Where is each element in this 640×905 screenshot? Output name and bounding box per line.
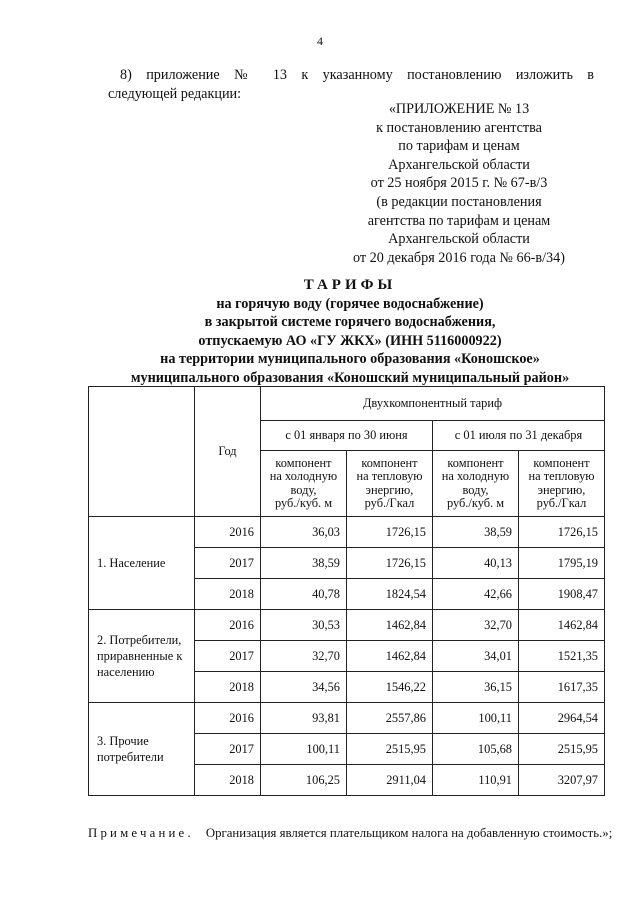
header-text: на тепловую xyxy=(356,469,423,483)
category-label: 3. Прочие xyxy=(97,734,149,748)
appendix-header xyxy=(300,100,618,267)
value-cell: 40,78 xyxy=(261,579,347,610)
appendix-line: Архангельской области xyxy=(388,231,530,248)
header-text: на холодную xyxy=(269,469,338,483)
intro-line-2: следующей редакции: xyxy=(108,86,242,102)
year-cell: 2018 xyxy=(195,579,261,610)
value-cell: 2911,04 xyxy=(347,765,433,796)
value-cell: 40,13 xyxy=(433,548,519,579)
value-cell: 100,11 xyxy=(261,734,347,765)
appendix-line: по тарифам и ценам xyxy=(398,138,520,155)
value-cell: 30,53 xyxy=(261,610,347,641)
header-cold-water xyxy=(261,451,347,517)
title-line: на горячую воду (горячее водоснабжение) xyxy=(216,295,484,312)
value-cell: 32,70 xyxy=(433,610,519,641)
value-cell: 3207,97 xyxy=(519,765,605,796)
value-cell: 36,03 xyxy=(261,517,347,548)
header-text: воду, xyxy=(290,482,317,497)
value-cell: 1824,54 xyxy=(347,579,433,610)
appendix-line: от 20 декабря 2016 года № 66-в/34) xyxy=(353,249,565,266)
value-cell: 1726,15 xyxy=(347,548,433,579)
category-cell xyxy=(89,703,195,796)
value-cell: 2964,54 xyxy=(519,703,605,734)
header-period-2: с 01 июля по 31 декабря xyxy=(433,421,605,451)
header-text: руб./Гкал xyxy=(364,496,415,510)
category-cell xyxy=(89,517,195,610)
value-cell: 1462,84 xyxy=(347,610,433,641)
category-label: 1. Население xyxy=(97,556,166,570)
value-cell: 38,59 xyxy=(261,548,347,579)
appendix-line: к постановлению агентства xyxy=(376,119,542,136)
value-cell: 34,56 xyxy=(261,672,347,703)
category-cell xyxy=(89,610,195,703)
title-line: на территории муниципального образования «Коношское» xyxy=(160,351,540,367)
footnote xyxy=(88,826,628,841)
value-cell: 2515,95 xyxy=(347,734,433,765)
intro-line-1: 8) приложение № 13 к указанному постановлению изложить в xyxy=(120,67,594,83)
value-cell: 1908,47 xyxy=(519,579,605,610)
header-text: компонент xyxy=(447,455,504,470)
page-number: 4 xyxy=(317,34,323,48)
footnote-label: Примечание. xyxy=(88,826,194,840)
header-period-1: с 01 января по 30 июня xyxy=(261,421,433,451)
header-text: компонент xyxy=(533,455,590,470)
value-cell: 1521,35 xyxy=(519,641,605,672)
tariff-table xyxy=(88,386,605,796)
year-cell: 2016 xyxy=(195,610,261,641)
year-cell: 2017 xyxy=(195,548,261,579)
value-cell: 93,81 xyxy=(261,703,347,734)
title-line: в закрытой системе горячего водоснабжения, xyxy=(204,314,496,330)
year-cell: 2018 xyxy=(195,765,261,796)
intro-paragraph xyxy=(108,66,594,104)
year-cell: 2017 xyxy=(195,641,261,672)
header-heat-energy xyxy=(519,451,605,517)
header-tariff: Двухкомпонентный тариф xyxy=(261,387,605,421)
value-cell: 42,66 xyxy=(433,579,519,610)
header-text: руб./куб. м xyxy=(274,496,333,510)
title-line: отпускаемую АО «ГУ ЖКХ» (ИНН 5116000922) xyxy=(198,332,502,349)
value-cell: 38,59 xyxy=(433,517,519,548)
value-cell: 100,11 xyxy=(433,703,519,734)
header-text: воду, xyxy=(462,482,489,497)
header-text: на холодную xyxy=(441,469,510,483)
title-line: муниципального образования «Коношский муниципальный район» xyxy=(130,369,570,386)
appendix-line: Архангельской области xyxy=(388,156,530,173)
year-cell: 2017 xyxy=(195,734,261,765)
footnote-text: Организация является плательщиком налога на добавленную стоимость.»; xyxy=(205,826,613,840)
header-text: компонент xyxy=(275,455,332,470)
value-cell: 32,70 xyxy=(261,641,347,672)
header-cold-water xyxy=(433,451,519,517)
value-cell: 1726,15 xyxy=(519,517,605,548)
value-cell: 36,15 xyxy=(433,672,519,703)
value-cell: 2515,95 xyxy=(519,734,605,765)
category-label: 2. Потребители, xyxy=(97,633,182,647)
value-cell: 1462,84 xyxy=(519,610,605,641)
value-cell: 1462,84 xyxy=(347,641,433,672)
value-cell: 1617,35 xyxy=(519,672,605,703)
year-cell: 2016 xyxy=(195,703,261,734)
appendix-line: «ПРИЛОЖЕНИЕ № 13 xyxy=(388,101,530,117)
header-category xyxy=(89,387,195,517)
year-cell: 2016 xyxy=(195,517,261,548)
document-title xyxy=(90,276,610,387)
value-cell: 105,68 xyxy=(433,734,519,765)
header-text: компонент xyxy=(361,455,418,470)
value-cell: 1795,19 xyxy=(519,548,605,579)
value-cell: 110,91 xyxy=(433,765,519,796)
header-text: энергию, xyxy=(537,482,586,497)
header-text: на тепловую xyxy=(528,469,595,483)
value-cell: 1726,15 xyxy=(347,517,433,548)
value-cell: 1546,22 xyxy=(347,672,433,703)
appendix-line: (в редакции постановления xyxy=(376,193,542,210)
value-cell: 2557,86 xyxy=(347,703,433,734)
header-text: энергию, xyxy=(365,482,414,497)
header-text: руб./куб. м xyxy=(446,496,505,510)
category-label: приравненные к xyxy=(97,649,183,663)
value-cell: 106,25 xyxy=(261,765,347,796)
appendix-line: агентства по тарифам и ценам xyxy=(367,212,551,229)
header-year: Год xyxy=(195,387,261,517)
appendix-line: от 25 ноября 2015 г. № 67-в/3 xyxy=(370,175,548,192)
header-heat-energy xyxy=(347,451,433,517)
category-label: потребители xyxy=(97,750,164,764)
category-label: населению xyxy=(97,665,155,679)
year-cell: 2018 xyxy=(195,672,261,703)
header-text: руб./Гкал xyxy=(536,496,587,510)
value-cell: 34,01 xyxy=(433,641,519,672)
title-heading: ТАРИФЫ xyxy=(303,277,397,293)
